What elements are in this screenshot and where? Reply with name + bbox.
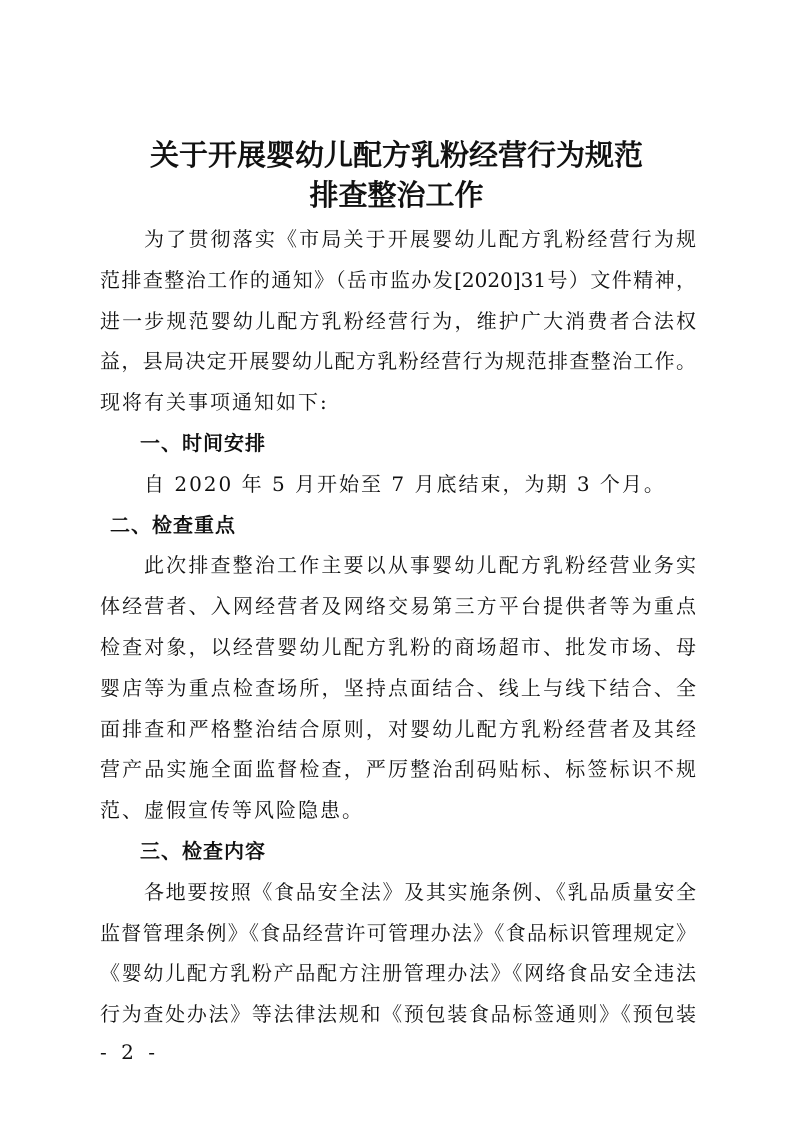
focus-line: 婴店等为重点检查场所，坚持点面结合、线上与线下结合、全 xyxy=(100,675,696,700)
schedule-text: 自 2020 年 5 月开始至 7 月底结束，为期 3 个月。 xyxy=(144,471,666,496)
intro-line: 进一步规范婴幼儿配方乳粉经营行为，维护广大消费者合法权 xyxy=(100,308,696,333)
content-line: 监督管理条例》《食品经营许可管理办法》《食品标识管理规定》 xyxy=(100,920,696,945)
focus-line: 营产品实施全面监督检查，严厉整治刮码贴标、标签标识不规 xyxy=(100,757,696,782)
focus-line: 范、虚假宣传等风险隐患。 xyxy=(100,798,364,823)
focus-line: 体经营者、入网经营者及网络交易第三方平台提供者等为重点 xyxy=(100,594,696,619)
intro-line: 范排查整治工作的通知》（岳市监办发[2020]31号）文件精神， xyxy=(100,267,696,292)
section-heading-content: 三、检查内容 xyxy=(140,838,266,863)
section-heading-schedule: 一、时间安排 xyxy=(140,430,266,455)
focus-line: 此次排查整治工作主要以从事婴幼儿配方乳粉经营业务实 xyxy=(144,553,696,578)
intro-line: 现将有关事项通知如下: xyxy=(100,390,329,415)
document-body xyxy=(100,219,696,1035)
document-title-line-2: 排查整治工作 xyxy=(309,178,484,212)
content-line: 各地要按照《食品安全法》及其实施条例、《乳品质量安全 xyxy=(144,879,696,904)
content-line: 《婴幼儿配方乳粉产品配方注册管理办法》《网络食品安全违法 xyxy=(100,961,696,986)
document-title-line-1: 关于开展婴幼儿配方乳粉经营行为规范 xyxy=(149,138,643,172)
focus-line: 检查对象，以经营婴幼儿配方乳粉的商场超市、批发市场、母 xyxy=(100,634,696,659)
content-line: 行为查处办法》等法律法规和《预包装食品标签通则》《预包装 xyxy=(100,1002,696,1027)
intro-line: 为了贯彻落实《市局关于开展婴幼儿配方乳粉经营行为规 xyxy=(144,227,696,251)
page-number: - 2 - xyxy=(100,1040,159,1064)
intro-line: 益，县局决定开展婴幼儿配方乳粉经营行为规范排查整治工作。 xyxy=(100,349,696,374)
section-heading-focus: 二、检查重点 xyxy=(110,512,236,537)
focus-line: 面排查和严格整治结合原则，对婴幼儿配方乳粉经营者及其经 xyxy=(100,716,696,741)
